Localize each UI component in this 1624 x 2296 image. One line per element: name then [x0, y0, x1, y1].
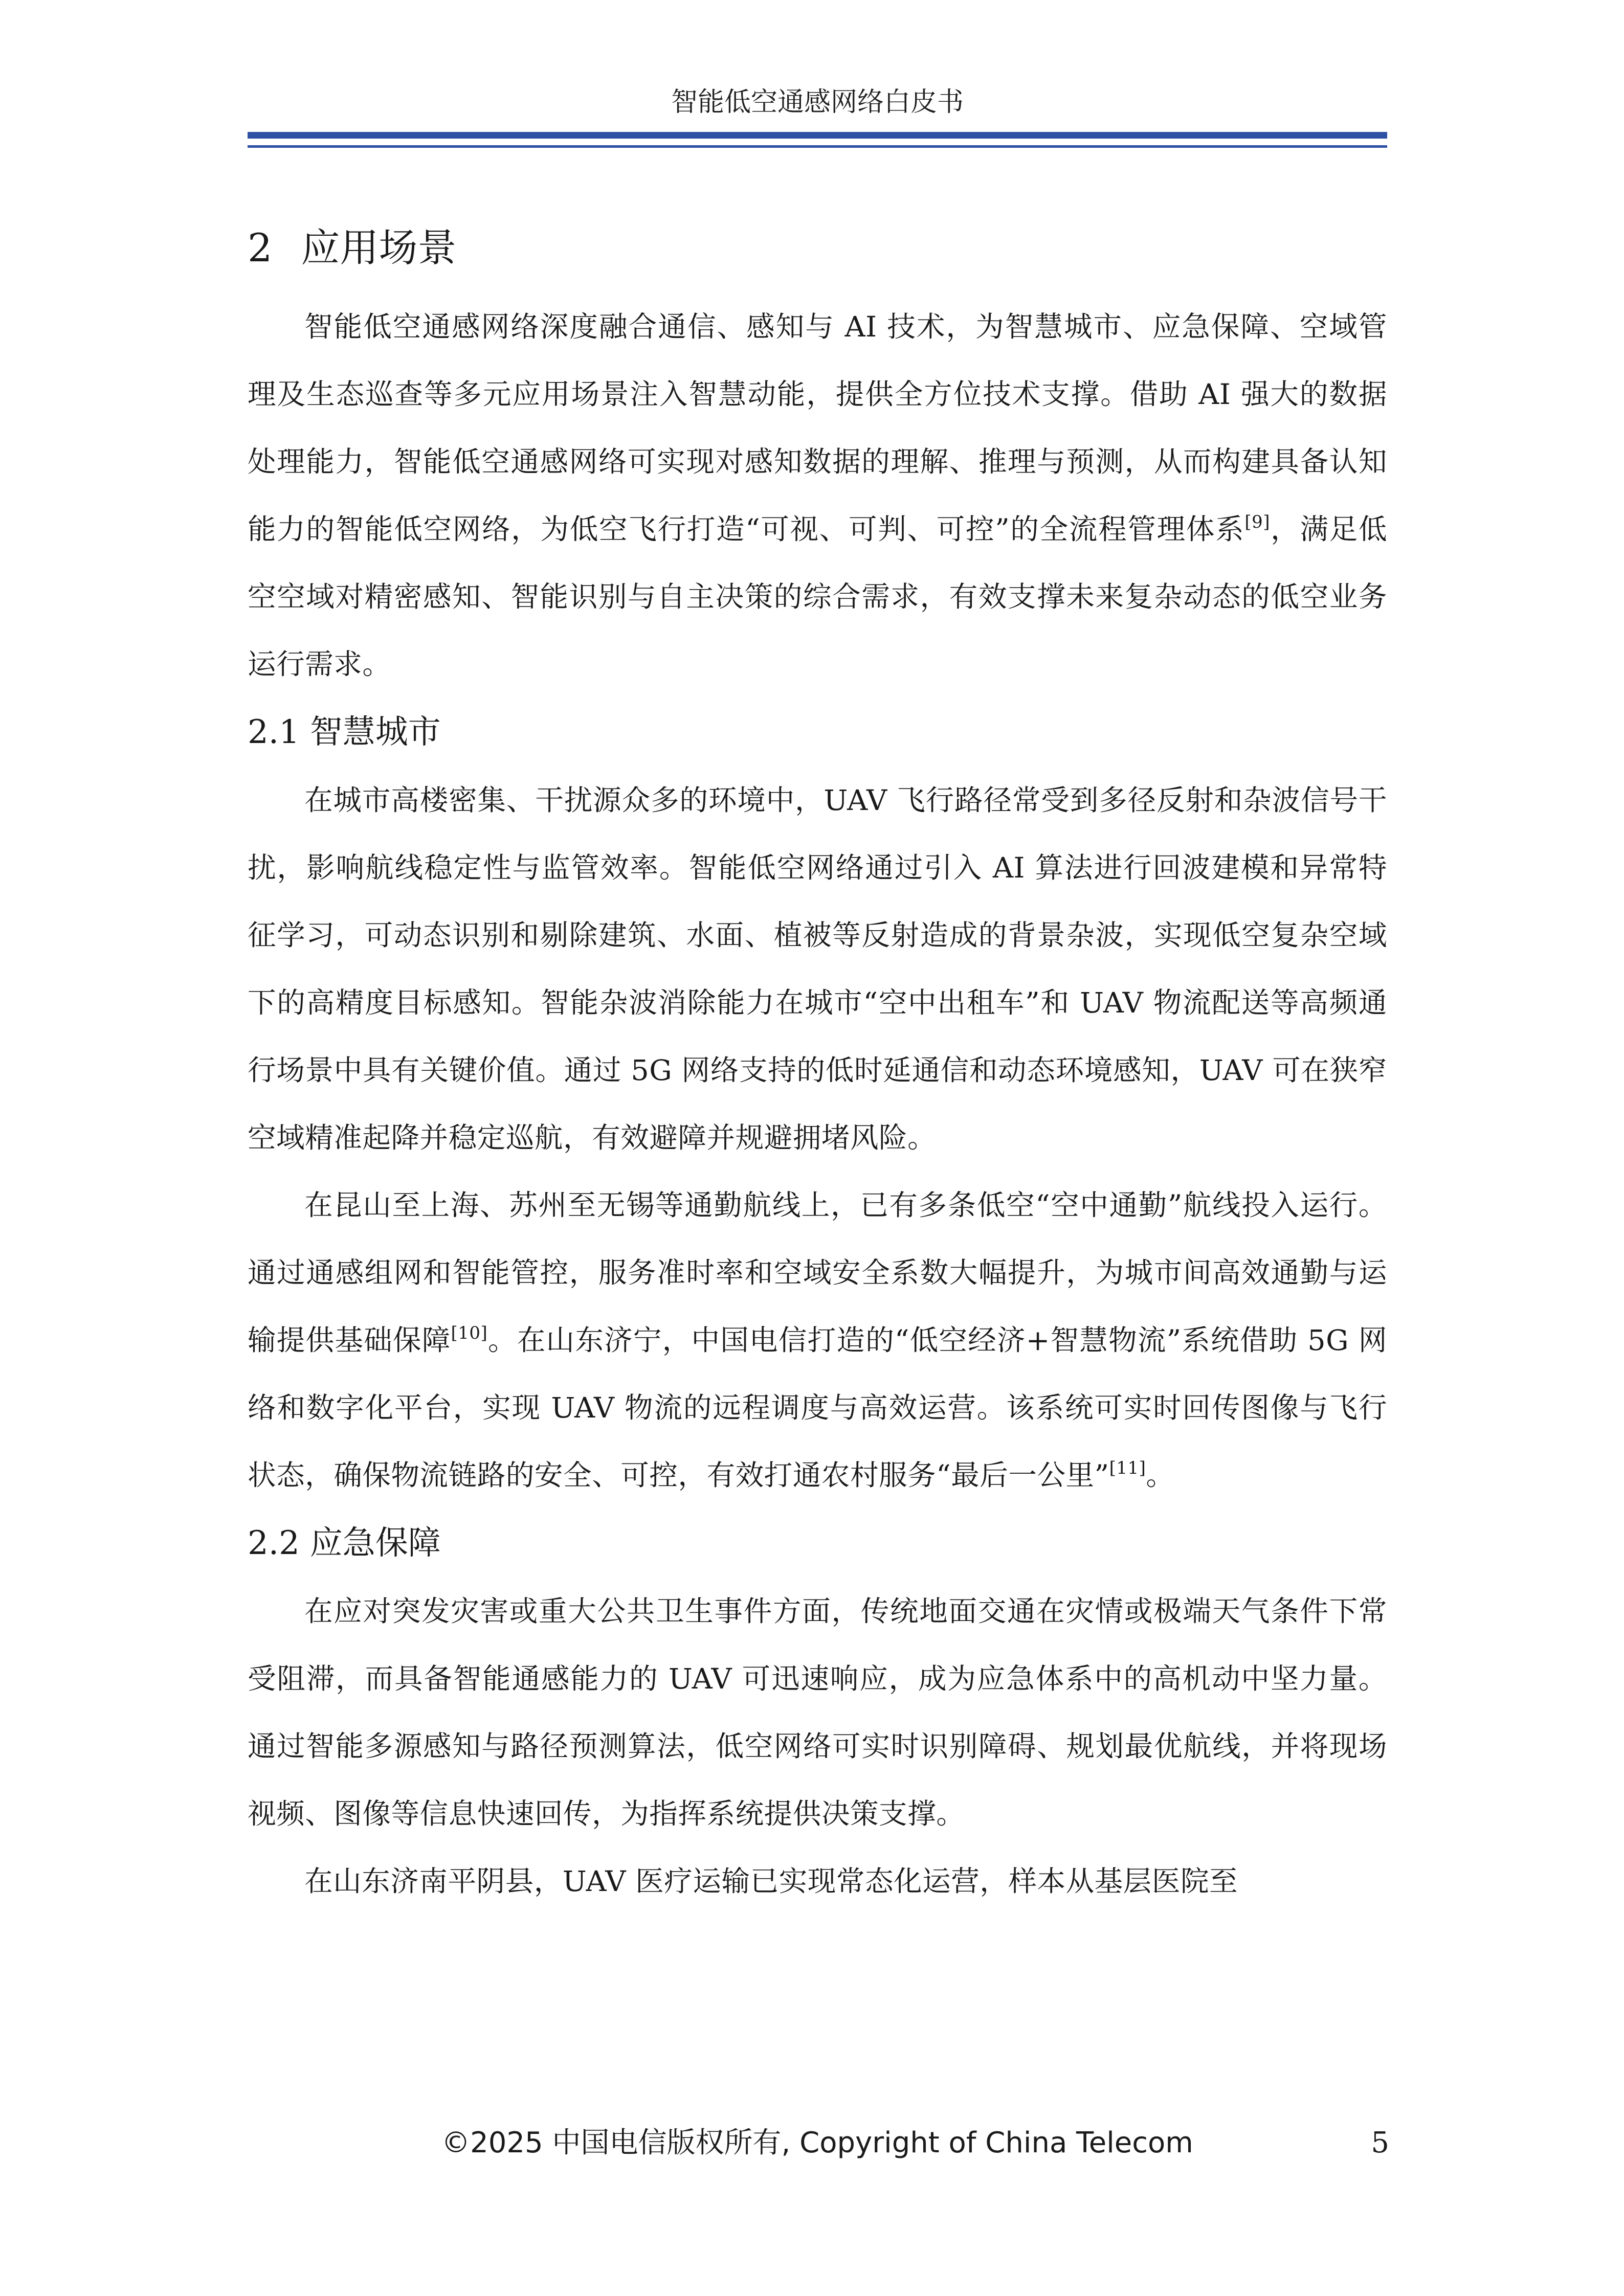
- subsection-title: 应急保障: [309, 1524, 441, 1562]
- smart-city-paragraph-1: 在城市高楼密集、干扰源众多的环境中，UAV 飞行路径常受到多径反射和杂波信号干扰，影响航线稳定性与监管效率。智能低空网络通过引入 AI 算法进行回波建模和异常特征学习，可动态识别和剔除建筑、水面、植被等反射造成的背景杂波，实现低空复杂空域下的高精度目标感知。智能杂波消除能力在城市“空中出租车”和 UAV 物流配送等高频通行场景中具有关键价值。通过 5G 网络支持的低时延通信和动态环境感知，UAV 可在狭窄空域精准起降并稳定巡航，有效避障并规避拥堵风险。: [248, 784, 1387, 1155]
- footer-copyright: ©2025 中国电信版权所有, Copyright of China Telecom: [441, 2126, 1193, 2159]
- section-number: 2: [248, 225, 273, 271]
- subsection-number: 2.2: [248, 1524, 300, 1562]
- emergency-paragraph-2: 在山东济南平阴县，UAV 医疗运输已实现常态化运营，样本从基层医院至: [304, 1865, 1238, 1898]
- subsection-number: 2.1: [248, 713, 300, 751]
- subsection-heading-smart-city: [248, 707, 1387, 758]
- running-header: 智能低空通感网络白皮书: [671, 87, 964, 118]
- paragraph-text-3: 。: [1146, 1459, 1175, 1492]
- page-footer: [248, 2120, 1387, 2166]
- smart-city-paragraph-2: [248, 1172, 1387, 1510]
- section-heading: [248, 220, 1387, 276]
- header-rule-thick: [248, 132, 1387, 139]
- section-title: 应用场景: [301, 225, 457, 271]
- citation-ref: [10]: [451, 1323, 488, 1343]
- intro-text-1: 智能低空通感网络深度融合通信、感知与 AI 技术，为智慧城市、应急保障、空域管理及生态巡查等多元应用场景注入智慧动能，提供全方位技术支撑。借助 AI 强大的数据处理能力，智能低空通感网络可实现对感知数据的理解、推理与预测，从而构建具备认知能力的智能低空网络，为低空飞行打造“可视、可判、可控”的全流程管理体系: [248, 310, 1387, 546]
- paragraph-text-2: 。在山东济宁，中国电信打造的“低空经济+智慧物流”系统借助 5G 网络和数字化平台，实现 UAV 物流的远程调度与高效运营。该系统可实时回传图像与飞行状态，确保物流链路的安全、可控，有效打通农村服务“最后一公里”: [248, 1324, 1387, 1492]
- citation-ref: [9]: [1244, 512, 1271, 532]
- intro-text-2: ，满足低空空域对精密感知、智能识别与自主决策的综合需求，有效支撑未来复杂动态的低空业务运行需求。: [248, 513, 1388, 681]
- section-intro-paragraph: [248, 294, 1387, 699]
- citation-ref: [11]: [1109, 1458, 1146, 1478]
- page-number: 5: [1371, 2126, 1389, 2159]
- subsection-heading-emergency: [248, 1518, 1387, 1569]
- paragraph-text-1: 在昆山至上海、苏州至无锡等通勤航线上，已有多条低空“空中通勤”航线投入运行。通过通感组网和智能管控，服务准时率和空域安全系数大幅提升，为城市间高效通勤与运输提供基础保障: [248, 1189, 1387, 1357]
- subsection-title: 智慧城市: [309, 713, 441, 751]
- page-body: [248, 205, 1387, 1916]
- header-rule-thin: [248, 145, 1387, 148]
- emergency-paragraph-1: 在应对突发灾害或重大公共卫生事件方面，传统地面交通在灾情或极端天气条件下常受阻滞，而具备智能通感能力的 UAV 可迅速响应，成为应急体系中的高机动中坚力量。通过智能多源感知与路径预测算法，低空网络可实时识别障碍、规划最优航线，并将现场视频、图像等信息快速回传，为指挥系统提供决策支撑。: [248, 1595, 1387, 1831]
